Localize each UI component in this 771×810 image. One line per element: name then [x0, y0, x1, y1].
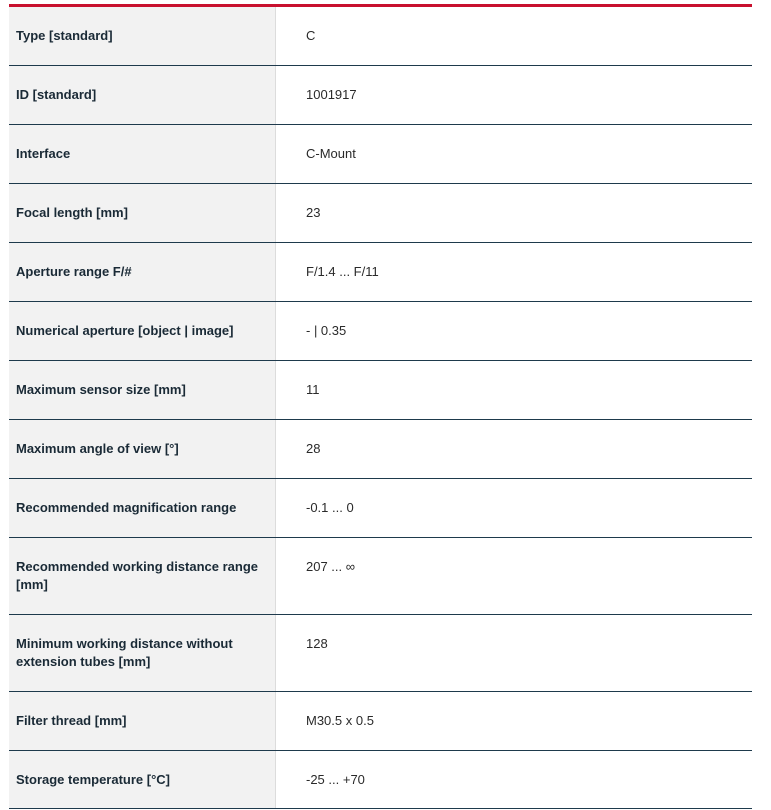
spec-row-id: [9, 66, 752, 125]
spec-value: M30.5 x 0.5: [276, 692, 752, 750]
spec-row-max-sensor-size: [9, 361, 752, 420]
spec-label: Type [standard]: [9, 7, 276, 65]
spec-label: Maximum angle of view [°]: [9, 420, 276, 478]
spec-value: -25 ... +70: [276, 751, 752, 808]
spec-row-storage-temperature: [9, 751, 752, 809]
spec-row-interface: [9, 125, 752, 184]
spec-value: C-Mount: [276, 125, 752, 183]
spec-value: F/1.4 ... F/11: [276, 243, 752, 301]
spec-label: Minimum working distance without extension tubes [mm]: [9, 615, 276, 691]
spec-label: Focal length [mm]: [9, 184, 276, 242]
spec-value: 28: [276, 420, 752, 478]
spec-label: Recommended magnification range: [9, 479, 276, 537]
spec-table: [9, 4, 752, 809]
spec-label: Storage temperature [°C]: [9, 751, 276, 808]
spec-value: 11: [276, 361, 752, 419]
spec-label: Filter thread [mm]: [9, 692, 276, 750]
spec-row-working-distance-range: [9, 538, 752, 615]
spec-value: -0.1 ... 0: [276, 479, 752, 537]
spec-value: 207 ... ∞: [276, 538, 752, 614]
spec-value: 23: [276, 184, 752, 242]
spec-row-magnification-range: [9, 479, 752, 538]
spec-value: - | 0.35: [276, 302, 752, 360]
spec-row-focal-length: [9, 184, 752, 243]
spec-row-max-angle-of-view: [9, 420, 752, 479]
spec-row-type: [9, 7, 752, 66]
spec-label: Recommended working distance range [mm]: [9, 538, 276, 614]
spec-value: 1001917: [276, 66, 752, 124]
spec-label: Maximum sensor size [mm]: [9, 361, 276, 419]
spec-label: Aperture range F/#: [9, 243, 276, 301]
spec-row-filter-thread: [9, 692, 752, 751]
spec-label: Numerical aperture [object | image]: [9, 302, 276, 360]
spec-label: Interface: [9, 125, 276, 183]
spec-row-numerical-aperture: [9, 302, 752, 361]
spec-row-aperture-range: [9, 243, 752, 302]
spec-row-min-working-distance: [9, 615, 752, 692]
spec-label: ID [standard]: [9, 66, 276, 124]
spec-value: 128: [276, 615, 752, 691]
spec-value: C: [276, 7, 752, 65]
